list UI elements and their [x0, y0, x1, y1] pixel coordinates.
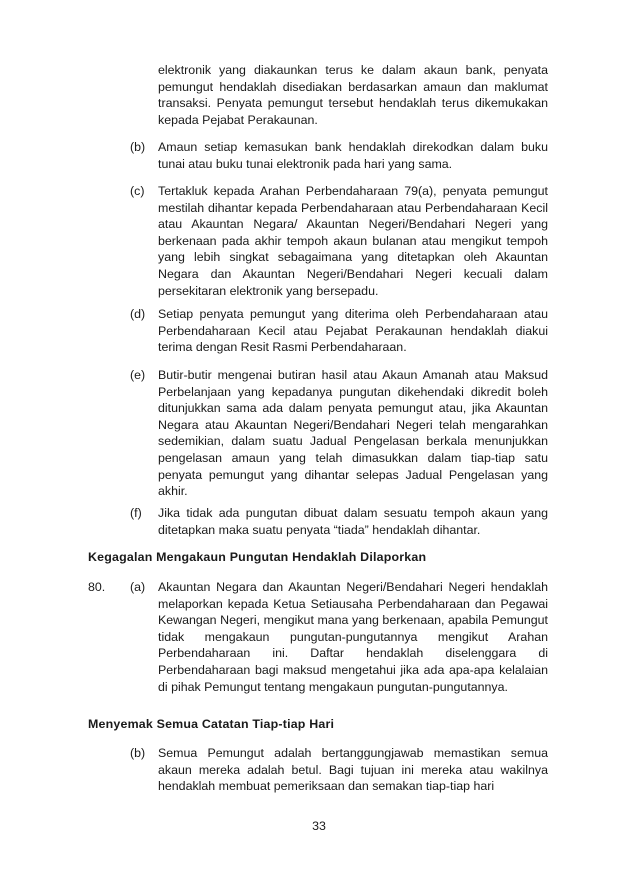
- paragraph-text: Jika tidak ada pungutan dibuat dalam sesuatu tempoh akaun yang ditetapkan maka suatu penyata “tiada” hendaklah dihantar.: [158, 506, 548, 537]
- paragraph-text: Amaun setiap kemasukan bank hendaklah direkodkan dalam buku tunai atau buku tunai elektronik pada hari yang sama.: [158, 140, 548, 171]
- paragraph-d: [88, 306, 548, 356]
- item-label: (e): [130, 368, 146, 382]
- section-heading-menyemak: Menyemak Semua Catatan Tiap-tiap Hari: [88, 717, 335, 731]
- paragraph-80a: [88, 579, 548, 695]
- paragraph-b-semakan: [88, 745, 548, 795]
- paragraph-text: Semua Pemungut adalah bertanggungjawab memastikan semua akaun mereka adalah betul. Bagi tujuan ini mereka atau wakilnya hendaklah membuat pemeriksaan dan semakan tiap-tiap hari: [158, 746, 548, 794]
- item-label: (c): [130, 184, 145, 198]
- paragraph-text: elektronik yang diakaunkan terus ke dalam akaun bank, penyata pemungut hendaklah disediakan berdasarkan amaun dan maklumat transaksi. Penyata pemungut tersebut hendaklah terus dikemukakan kepada Pejabat Perakaunan.: [158, 63, 548, 127]
- item-label: (b): [130, 746, 146, 760]
- item-label: (d): [130, 307, 146, 321]
- paragraph-e: [88, 367, 548, 500]
- section-heading-kegagalan: Kegagalan Mengakaun Pungutan Hendaklah Dilaporkan: [88, 550, 427, 564]
- item-label: (f): [130, 506, 142, 520]
- page-number: 33: [312, 819, 326, 833]
- paragraph-text: Setiap penyata pemungut yang diterima oleh Perbendaharaan atau Perbendaharaan Kecil atau Pejabat Perakaunan hendaklah diakui terima dengan Resit Rasmi Perbendaharaan.: [158, 307, 548, 355]
- item-label: (b): [130, 140, 146, 154]
- paragraph-c: [88, 183, 548, 299]
- section-number: 80.: [88, 580, 106, 594]
- paragraph-text: Akauntan Negara dan Akauntan Negeri/Bendahari Negeri hendaklah melaporkan kepada Ketua Setiausaha Perbendaharaan dan Pegawai Kewangan Negeri, mengikut mana yang berkenaan, apabila Pemungut tidak mengakaun pungutan-pungutannya mengikut Arahan Perbendaharaan ini. Daftar hendaklah diselenggara di Perbendaharaan bagi maksud mengetahui jika ada apa-apa kelalaian di pihak Pemungut tentang mengakaun pungutan-pungutannya.: [158, 580, 548, 694]
- continuation-paragraph: [88, 62, 548, 128]
- paragraph-text: Butir-butir mengenai butiran hasil atau Akaun Amanah atau Maksud Perbelanjaan yang kepadanya pungutan dikehendaki dikredit boleh ditunjukkan sama ada dalam penyata pemungut atau, jika Akauntan Negara atau Akauntan Negeri/Bendahari Negeri telah mengarahkan sedemikian, dalam suatu Jadual Pengelasan berkala menunjukkan pengelasan amaun yang telah dimasukkan dalam tiap-tiap satu penyata pemungut yang dihantar selepas Jadual Pengelasan yang akhir.: [158, 368, 548, 499]
- item-label: (a): [130, 580, 146, 594]
- paragraph-f: [88, 505, 548, 538]
- paragraph-text: Tertakluk kepada Arahan Perbendaharaan 79(a), penyata pemungut mestilah dihantar kepada Perbendaharaan atau Perbendaharaan Kecil atau Akauntan Negara/ Akauntan Negeri/Bendahari Negeri yang berkenaan pada akhir tempoh akaun bulanan atau mengikut tempoh yang lebih singkat sebagaimana yang ditetapkan oleh Akauntan Negara dan Akauntan Negeri/Bendahari Negeri kecuali dalam persekitaran elektronik yang bersepadu.: [158, 184, 548, 298]
- paragraph-b: [88, 139, 548, 172]
